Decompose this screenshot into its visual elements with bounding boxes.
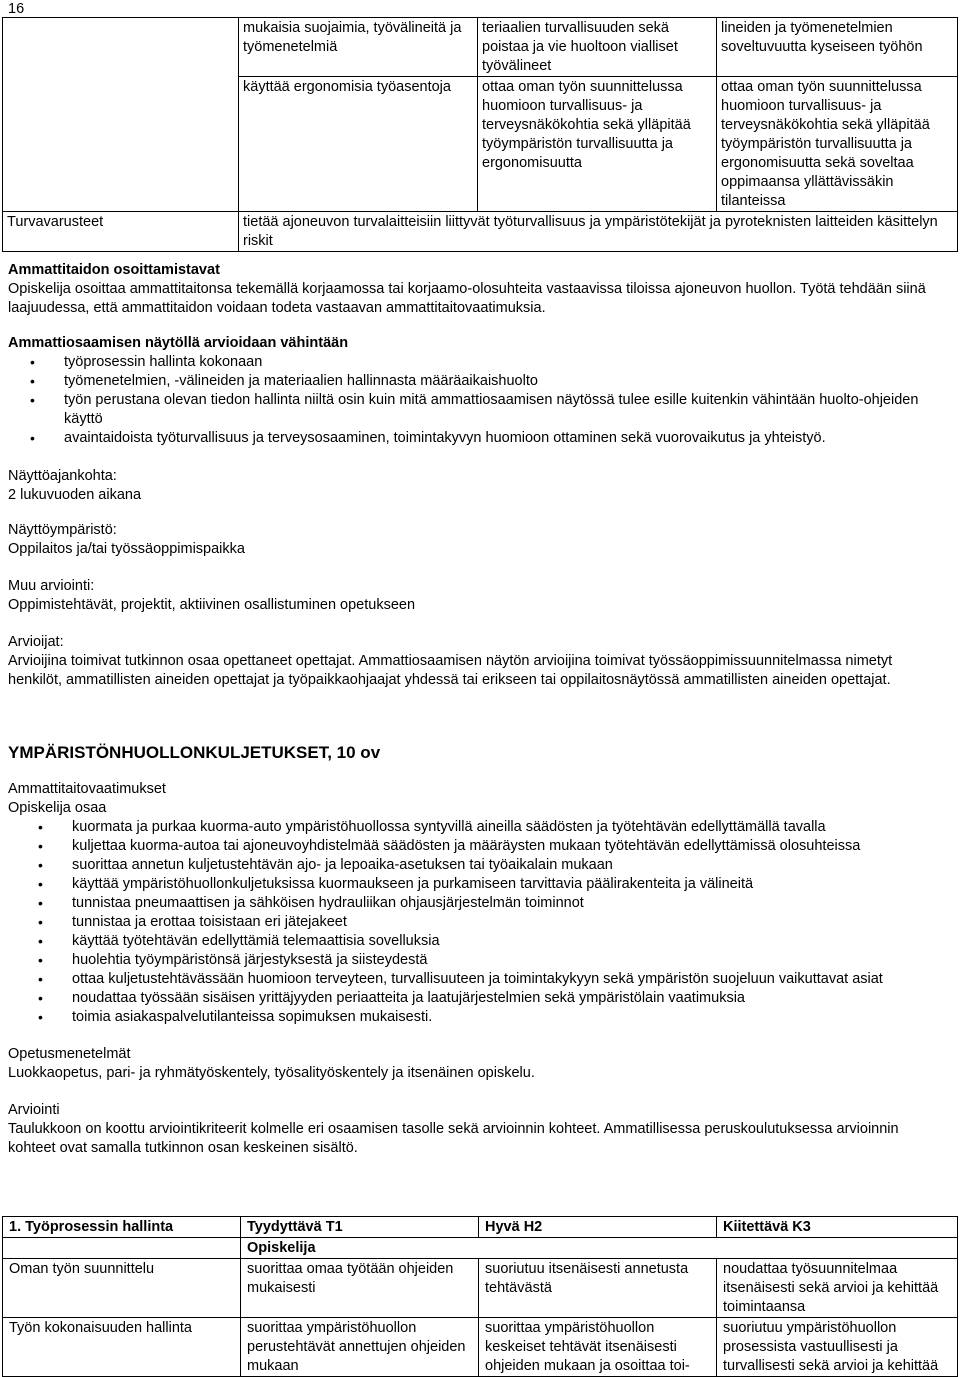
section-title: Näyttöympäristö: [8, 522, 117, 538]
table-row [3, 1259, 958, 1318]
table-cell: ottaa oman työn suunnittelussa huomioon turvallisuus- ja terveysnäkökohtia sekä ylläpitää työympäristön turvallisuutta ja ergonomisuutta [478, 77, 717, 212]
row-label-cell [3, 18, 239, 212]
demonstration-section [8, 261, 948, 318]
table-cell: käyttää ergonomisia työasentoja [239, 77, 478, 212]
assessors-section [8, 633, 948, 690]
table-row [3, 18, 958, 77]
list-item: • tunnistaa ja erottaa toisistaan eri jätejakeet [8, 913, 948, 932]
table-cell: mukaisia suojaimia, työvälineitä ja työmenetelmiä [239, 18, 478, 77]
section-title: Ammattiosaamisen näytöllä arvioidaan vähintään [8, 335, 349, 351]
list-item: • tunnistaa pneumaattisen ja sähköisen hydrauliikan ohjausjärjestelmän toiminnot [8, 894, 948, 913]
bullet-list [8, 818, 948, 1027]
table-row [3, 1318, 958, 1377]
paragraph: Opiskelija osoittaa ammattitaitonsa tekemällä korjaamossa tai korjaamo-olosuhteita vastaavissa tiloissa ajoneuvon huollon. Työtä tehdään siinä laajuudessa, että ammattitaidon voidaan todeta vastaavan ammattitaitovaatimuksia. [8, 281, 926, 316]
list-item: • ottaa kuljetustehtävässään huomioon terveyteen, turvallisuuteen ja toimintakykyyn sekä ympäristön suojeluun vaikuttavat asiat [8, 970, 948, 989]
table-cell: suoriutuu ympäristöhuollon prosessista vastuullisesti ja turvallisesti sekä arvioi ja kehittää [717, 1318, 958, 1377]
course-title: YMPÄRISTÖNHUOLLONKULJETUKSET, 10 ov [8, 743, 381, 762]
subheader-cell: Opiskelija [241, 1238, 958, 1259]
column-header: Tyydyttävä T1 [241, 1217, 479, 1238]
course-section [8, 743, 948, 1158]
section-title: Ammattitaitovaatimukset [8, 781, 166, 797]
section-title: Näyttöajankohta: [8, 468, 117, 484]
paragraph: 2 lukuvuoden aikana [8, 487, 142, 503]
list-item: • kuormata ja purkaa kuorma-auto ympäristöhuollossa syntyvillä aineilla säädösten ja työtehtävän edellyttämällä tavalla [8, 818, 948, 837]
section-title: Ammattitaidon osoittamistavat [8, 262, 220, 278]
paragraph: Arvioijina toimivat tutkinnon osaa opettaneet opettajat. Ammattiosaamisen näytön arvioijina toimivat työssäoppimissuunnitelmassa nimetyt henkilöt, ammatillisten aineiden opettajat ja työpaikkaohjaajat yhdessä tai erikseen tai oppilaitosnäytössä ammatillisten aineiden opettajat. [8, 653, 893, 688]
table-subheader-row [3, 1238, 958, 1259]
table-cell: Työn kokonaisuuden hallinta [3, 1318, 241, 1377]
column-header: Hyvä H2 [479, 1217, 717, 1238]
list-item: • noudattaa työssään sisäisen yrittäjyyden periaatteita ja laatujärjestelmien sekä ympäristölain vaatimuksia [8, 989, 948, 1008]
table-row [3, 212, 958, 252]
table-cell: suorittaa ympäristöhuollon perustehtävät annettujen ohjeiden mukaan [241, 1318, 479, 1377]
paragraph: Opiskelija osaa [8, 800, 107, 816]
table-cell [3, 1238, 241, 1259]
section-title: Muu arviointi: [8, 578, 95, 594]
list-item: • työn perustana olevan tiedon hallinta niiltä osin kuin mitä ammattiosaamisen näytössä tulee esille kuitenkin vähintään huolto-ohjeiden käyttö [8, 391, 948, 429]
list-item: • suorittaa annetun kuljetustehtävän ajo- ja lepoaika-asetuksen tai työaikalain mukaan [8, 856, 948, 875]
section-title: Arviointi [8, 1102, 60, 1118]
bullet-list [8, 353, 948, 448]
table-cell: lineiden ja työmenetelmien soveltuvuutta kyseiseen työhön [717, 18, 958, 77]
environment-section [8, 521, 948, 559]
table-cell: suorittaa ympäristöhuollon keskeiset tehtävät itsenäisesti ohjeiden mukaan ja osoittaa toi- [479, 1318, 717, 1377]
table-cell: tietää ajoneuvon turvalaitteisiin liittyvät työturvallisuus ja ympäristötekijät ja pyroteknisten laitteiden käsittelyn riskit [239, 212, 958, 252]
table-cell: suorittaa omaa työtään ohjeiden mukaisesti [241, 1259, 479, 1318]
table-cell: Oman työn suunnittelu [3, 1259, 241, 1318]
paragraph: Luokkaopetus, pari- ja ryhmätyöskentely, työsalityöskentely ja itsenäinen opiskelu. [8, 1065, 535, 1081]
table-header-row [3, 1217, 958, 1238]
list-item: • käyttää työtehtävän edellyttämiä telemaattisia sovelluksia [8, 932, 948, 951]
assessment-minimum-section [8, 334, 948, 448]
paragraph: Taulukkoon on koottu arviointikriteerit kolmelle eri osaamisen tasolle sekä arvioinnin kohteet. Ammatillisessa peruskoulutuksessa arvioinnin kohteet ovat samalla tutkinnon osan keskeinen sisältö. [8, 1121, 899, 1156]
paragraph: Oppilaitos ja/tai työssäoppimispaikka [8, 541, 245, 557]
list-item: • työprosessin hallinta kokonaan [8, 353, 948, 372]
paragraph: Oppimistehtävät, projektit, aktiivinen osallistuminen opetukseen [8, 597, 416, 613]
other-assessment-section [8, 577, 948, 615]
list-item: • kuljettaa kuorma-autoa tai ajoneuvoyhdistelmää säädösten ja määräysten mukaan työtehtävän edellyttämissä olosuhteissa [8, 837, 948, 856]
list-item: • käyttää ympäristöhuollonkuljetuksissa kuormaukseen ja purkamiseen tarvittavia päälirakenteita ja välineitä [8, 875, 948, 894]
column-header: Kiitettävä K3 [717, 1217, 958, 1238]
table-cell: teriaalien turvallisuuden sekä poistaa ja vie huoltoon vialliset työvälineet [478, 18, 717, 77]
table-cell: noudattaa työsuunnitelmaa itsenäisesti sekä arvioi ja kehittää toimintaansa [717, 1259, 958, 1318]
list-item: • huolehtia työympäristönsä järjestyksestä ja siisteydestä [8, 951, 948, 970]
timing-section [8, 467, 948, 505]
list-item: • toimia asiakaspalvelutilanteissa sopimuksen mukaisesti. [8, 1008, 948, 1027]
page-number: 16 [8, 1, 25, 17]
table-cell: suoriutuu itsenäisesti annetusta tehtävästä [479, 1259, 717, 1318]
criteria-table-top [2, 17, 958, 252]
list-item: • työmenetelmien, -välineiden ja materiaalien hallinnasta määräaikaishuolto [8, 372, 948, 391]
section-title: Arvioijat: [8, 634, 64, 650]
list-item: • avaintaidoista työturvallisuus ja terveysosaaminen, toimintakyvyn huomioon ottaminen sekä vuorovaikutus ja yhteistyö. [8, 429, 948, 448]
section-title: Opetusmenetelmät [8, 1046, 131, 1062]
table-cell: ottaa oman työn suunnittelussa huomioon turvallisuus- ja terveysnäkökohtia sekä ylläpitää työympäristön turvallisuutta ja ergonomisuutta sekä soveltaa oppimaansa yllättävissäkin tilanteissa [717, 77, 958, 212]
row-label-cell: Turvavarusteet [3, 212, 239, 252]
criteria-table-bottom [2, 1216, 958, 1377]
column-header: 1. Työprosessin hallinta [3, 1217, 241, 1238]
